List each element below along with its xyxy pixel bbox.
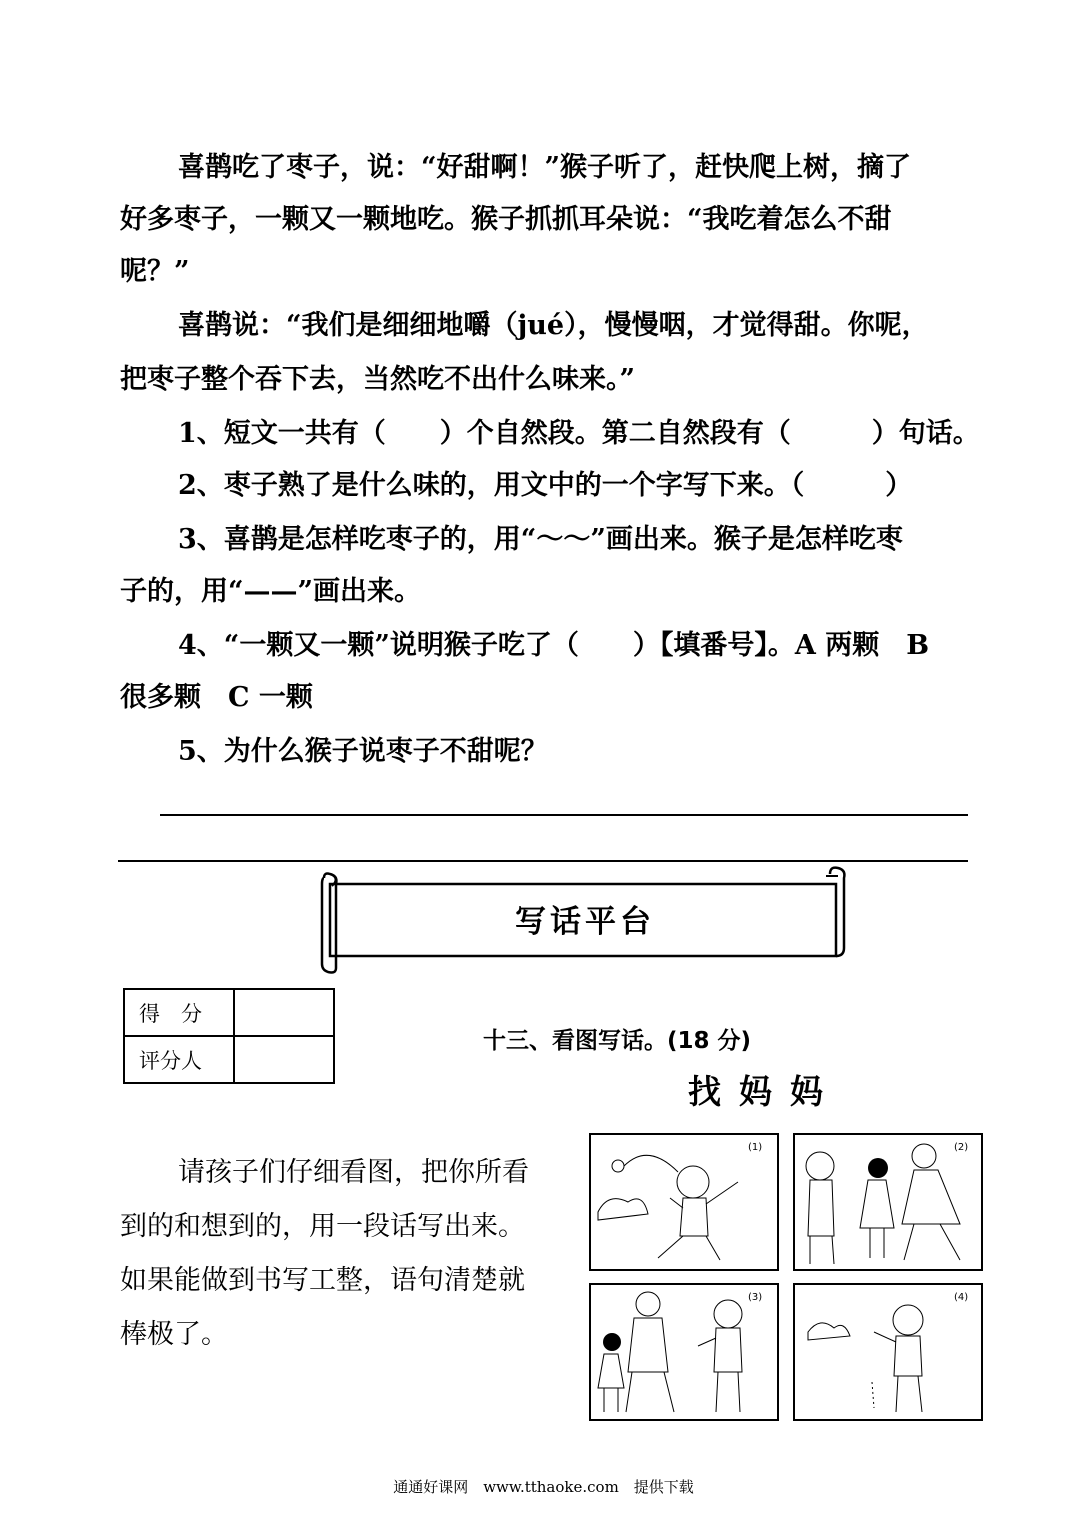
- footer: 通通好课网 www.tthaoke.com 提供下载: [393, 1478, 694, 1496]
- passage-line-2: 好多枣子，一颗又一颗地吃。猴子抓抓耳朵说：“我吃着怎么不甜: [120, 204, 892, 235]
- answer-line: [160, 814, 968, 816]
- banner-title: 写话平台: [515, 904, 655, 940]
- grader-label: 评分人: [124, 1036, 234, 1083]
- score-table: [123, 988, 335, 1084]
- score-label: 得 分: [124, 989, 234, 1036]
- subtitle: 找妈妈: [688, 1072, 841, 1111]
- comic-illustration: [588, 1132, 984, 1422]
- comic-panel-3: [590, 1284, 778, 1420]
- panel-2-number: (2): [954, 1142, 969, 1153]
- comic-panel-2: [794, 1134, 982, 1270]
- passage-line-5: 把枣子整个吞下去，当然吃不出什么味来。”: [120, 364, 636, 395]
- section-divider: [118, 860, 968, 862]
- question-5: 5、为什么猴子说枣子不甜呢？: [178, 736, 548, 767]
- question-2: 2、枣子熟了是什么味的，用文中的一个字写下来。（ ）: [178, 470, 913, 501]
- grader-value-cell[interactable]: [234, 1036, 334, 1083]
- score-value-cell[interactable]: [234, 989, 334, 1036]
- instruction-line-2: 到的和想到的，用一段话写出来。: [120, 1211, 525, 1242]
- question-3: 3、喜鹊是怎样吃枣子的，用“～～”画出来。猴子是怎样吃枣: [178, 524, 903, 555]
- question-3-cont: 子的，用“——”画出来。: [120, 576, 422, 607]
- question-4: 4、“一颗又一颗”说明猴子吃了（ ）【填番号】。A 两颗 B: [178, 630, 930, 661]
- panel-4-number: (4): [954, 1292, 969, 1303]
- comic-panel-1: [590, 1134, 778, 1270]
- instruction-line-3: 如果能做到书写工整，语句清楚就: [120, 1265, 525, 1296]
- instruction-line-1: 请孩子们仔细看图，把你所看: [178, 1157, 529, 1188]
- passage-line-1: 喜鹊吃了枣子，说：“好甜啊！”猴子听了，赶快爬上树，摘了: [178, 152, 912, 183]
- question-1: 1、短文一共有（ ）个自然段。第二自然段有（ ）句话。: [178, 418, 980, 449]
- panel-1-number: (1): [748, 1142, 763, 1153]
- instruction-line-4: 棒极了。: [120, 1319, 228, 1350]
- comic-panel-4: [794, 1284, 982, 1420]
- section-title: 十三、看图写话。(18 分): [483, 1028, 752, 1054]
- question-4-options: 很多颗 C 一颗: [120, 682, 313, 713]
- passage-line-4: 喜鹊说：“我们是细细地嚼（jué），慢慢咽，才觉得甜。你呢，: [178, 310, 929, 341]
- passage-line-3: 呢？”: [120, 256, 190, 287]
- panel-3-number: (3): [748, 1292, 763, 1303]
